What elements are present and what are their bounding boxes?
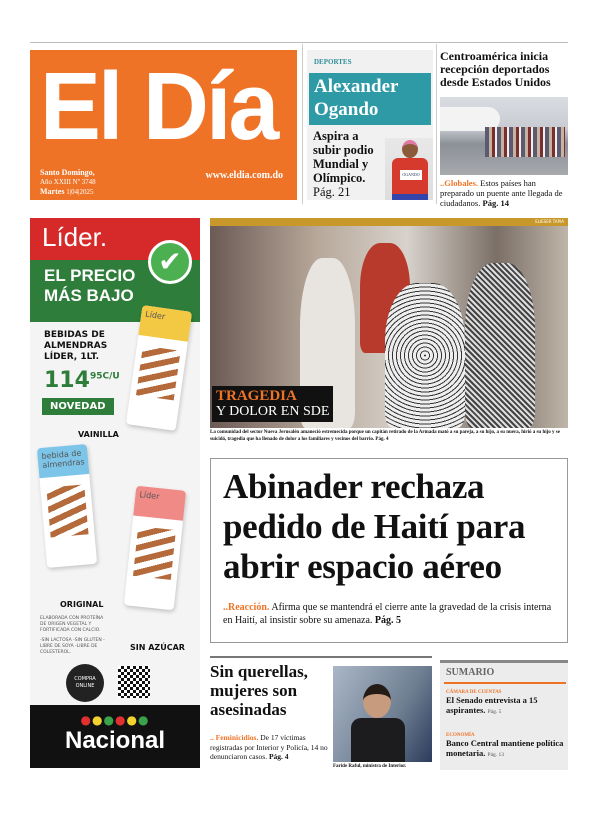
slogan-line: EL PRECIO <box>44 266 136 285</box>
advertisement[interactable] <box>30 218 200 768</box>
city: Santo Domingo, <box>40 168 95 177</box>
tag-line: Y DOLOR EN SDE <box>216 404 330 419</box>
summary-underline <box>444 682 566 684</box>
photo-caption <box>210 429 568 443</box>
carton-sugar-free <box>124 486 186 611</box>
almond-image <box>136 346 181 401</box>
page-ref: Pág. 5 <box>487 709 502 715</box>
face <box>363 684 391 718</box>
photo-caption: Faride Raful, ministra de Interior. <box>333 764 407 769</box>
flavor-label: SIN AZÚCAR <box>130 643 185 652</box>
website-url[interactable]: www.eldia.com.do <box>205 170 283 181</box>
crowd <box>485 127 565 157</box>
summary-item[interactable] <box>446 690 566 717</box>
kicker: ECONOMÍA <box>446 733 475 738</box>
body: Estos países han preparado un puente ante llegada de ciudadanos. <box>440 178 563 208</box>
kicker: ..Reacción. <box>223 602 270 613</box>
athlete-photo <box>385 138 433 200</box>
summary-item[interactable] <box>446 733 566 760</box>
suit <box>351 718 405 762</box>
sports-title: Alexander Ogando <box>309 73 431 125</box>
headline-text: Banco Central mantiene política monetaria. <box>446 738 564 758</box>
kicker: ..Globales. <box>440 178 479 188</box>
headline: Sin querellas, mujeres son asesinadas <box>210 662 308 719</box>
page-ref: Pág. 4 <box>268 752 289 761</box>
store-banner <box>30 705 200 768</box>
carton-text: bebida de almendras <box>37 444 89 478</box>
flavor-label: VAINILLA <box>78 430 119 439</box>
minister-photo <box>333 666 432 762</box>
caption-text: La comunidad del sector Nueva Jerusalén amaneció estremecida porque un capitán retirado de la Armada mató a su pareja, a su hijo, a su nuera, hirió a su hijo y se suicidó, tragedia que ha llenado de dolor a los familiares y vecinos del barrio. <box>210 430 560 442</box>
logo: El Día <box>40 53 277 160</box>
page-ref: Pág. 13 <box>487 752 505 758</box>
divider <box>302 44 303 204</box>
issue-info <box>40 168 96 197</box>
page-ref: Pág. 14 <box>482 198 509 208</box>
sports-subtitle <box>313 129 383 199</box>
slogan-line: MÁS BAJO <box>44 286 134 305</box>
kicker: CÁMARA DE CUENTAS <box>446 690 502 695</box>
weekday: Martes <box>40 187 65 196</box>
carton-brand: Líder <box>138 305 192 342</box>
airport-photo <box>440 97 568 175</box>
femicide-story[interactable] <box>210 662 328 762</box>
price-cents: 95 <box>89 371 103 382</box>
section-label: DEPORTES <box>314 58 352 66</box>
carton-vanilla <box>126 305 192 431</box>
lead-summary <box>223 601 557 627</box>
colored-dots-icon: ●●●●●● <box>80 713 150 727</box>
price-unit: C/U <box>102 371 120 382</box>
fine-print: ELABORADA CON PROTEÍNA DE ORIGEN VEGETAL Y FORTIFICADA CON CALCIO. <box>40 616 104 633</box>
online-badge[interactable]: COMPRA ONLINE <box>66 664 104 702</box>
sports-teaser[interactable] <box>307 50 433 200</box>
page-ref: Pág. 21 <box>313 185 351 199</box>
person <box>385 283 465 428</box>
body: Afirma que se mantendrá el cierre ante la gravedad de la crisis interna en Haití, al insistir sobre su amenaza. <box>223 602 552 626</box>
product-name: BEBIDAS DE ALMENDRAS LÍDER, 1LT. <box>44 330 108 362</box>
photo-credit: ELIESER TAPIA <box>210 218 568 226</box>
almond-image <box>133 526 176 580</box>
lead-story[interactable] <box>210 458 568 643</box>
athlete-shorts <box>392 194 428 200</box>
section-rule <box>210 656 432 658</box>
deportees-teaser[interactable] <box>440 49 568 208</box>
summary-title: SUMARIO <box>446 667 495 678</box>
flavor-label: ORIGINAL <box>60 600 104 609</box>
almond-image <box>46 484 88 537</box>
carton-original <box>37 444 97 568</box>
athlete-head <box>402 140 418 158</box>
body: De 17 víctimas registradas por Interior y Policía, 14 no denunciaron casos. <box>210 733 328 761</box>
price-units: 114 <box>44 368 90 393</box>
issue-number: Año XXIII Nº 3748 <box>40 178 96 186</box>
novelty-badge: NOVEDAD <box>42 398 114 415</box>
top-rule <box>30 42 568 43</box>
summary <box>210 733 328 762</box>
divider <box>436 44 437 204</box>
page-ref: Pág. 4 <box>375 437 389 442</box>
teaser-text <box>440 178 568 208</box>
kicker: .. Feminicidios. <box>210 733 259 742</box>
ad-brand: Líder. <box>30 218 200 260</box>
price <box>44 368 120 393</box>
store-name: Nacional <box>64 727 166 754</box>
summary-box <box>440 660 568 770</box>
subtitle-text: Aspira a subir podio Mundial y Olímpico. <box>313 129 374 185</box>
date: 1|04|2025 <box>66 188 94 196</box>
lead-headline: Abinader rechaza pedido de Haití para abrir espacio aéreo <box>223 467 526 586</box>
fine-print: -SIN LACTOSA -SIN GLUTEN -LIBRE DE SOYA -LIBRE DE COLESTEROL. <box>40 638 105 655</box>
item-headline <box>446 695 566 717</box>
main-photo[interactable] <box>210 218 568 428</box>
item-headline <box>446 738 566 760</box>
carton-brand: Líder <box>133 486 186 521</box>
headline-text: El Senado entrevista a 15 aspirantes. <box>446 695 538 715</box>
race-bib: OGANDO <box>400 170 422 180</box>
photo-tag <box>212 386 333 422</box>
person <box>465 263 535 428</box>
headline: Centroamérica inicia recepción deportados desde Estados Unidos <box>440 49 551 89</box>
check-icon: ✔ <box>148 240 192 284</box>
tag-line: TRAGEDIA <box>216 388 297 404</box>
masthead <box>30 50 297 200</box>
qr-code[interactable] <box>118 666 150 698</box>
page-ref: Pág. 5 <box>374 615 402 626</box>
